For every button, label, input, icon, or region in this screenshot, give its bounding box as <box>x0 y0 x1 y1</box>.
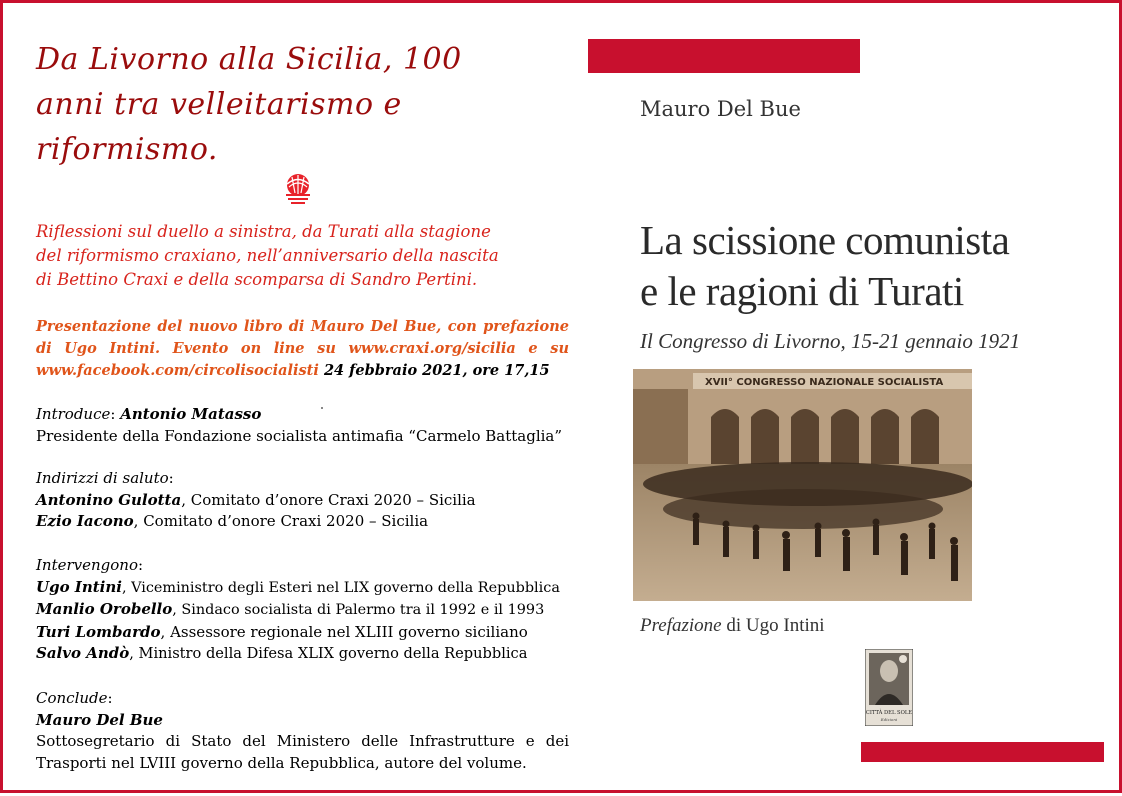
book-title-line: e le ragioni di Turati <box>640 268 964 314</box>
book-preface <box>640 615 825 637</box>
event-date: 24 febbraio 2021, ore 17,15 <box>318 362 550 379</box>
speaker <box>36 577 576 600</box>
preface-author: di Ugo Intini <box>721 615 825 636</box>
person-role: , Comitato d’onore Craxi 2020 – Sicilia <box>181 490 476 509</box>
speaker-name: Manlio Orobello <box>36 600 173 618</box>
publisher-name: CITTÀ DEL SOLE <box>865 710 913 716</box>
person-name: Ezio Iacono <box>36 512 134 530</box>
intervengono-label: Intervengono <box>36 556 138 574</box>
book-author: Mauro Del Bue <box>640 97 801 121</box>
presentation-info <box>36 316 569 382</box>
speaker <box>36 622 576 644</box>
subtitle-line: Riflessioni sul duello a sinistra, da Turati alla stagione <box>36 222 491 241</box>
conclude-section: Conclude: Mauro Del Bue Sottosegretario di Stato del Ministero delle Infrastrutture e dei Trasporti nel LVIII governo della Repubblica, autore del volume. <box>36 688 569 774</box>
introduce-section: Introduce: Antonio Matasso Presidente della Fondazione socialista antimafia “Carmelo Battaglia” <box>36 404 576 447</box>
conclude-name: Mauro Del Bue <box>36 710 163 729</box>
subtitle-line: del riformismo craxiano, nell’anniversario della nascita <box>36 246 499 265</box>
publisher-sub: Edizioni <box>880 717 898 722</box>
introduce-role: Presidente della Fondazione socialista antimafia “Carmelo Battaglia” <box>36 426 563 445</box>
book-title-line: La scissione comunista <box>640 217 1010 263</box>
publisher-logo-icon <box>865 649 913 726</box>
event-title-line: riformismo. <box>36 132 218 167</box>
speaker-role: , Assessore regionale nel XLIII governo siciliano <box>160 622 528 641</box>
saluto-person <box>36 490 576 512</box>
preface-label: Prefazione <box>640 615 722 636</box>
introduce-name: Antonio Matasso <box>120 405 262 423</box>
socialist-carnation-logo-icon <box>283 173 313 205</box>
cover-bottom-bar <box>861 742 1104 762</box>
book-title <box>640 215 1009 317</box>
presentation-line: di Ugo Intini. Evento on line su www.craxi.org/sicilia e su <box>36 340 569 357</box>
conclude-role-line: Sottosegretario di Stato del Ministero delle Infrastrutture e dei <box>36 732 569 750</box>
subtitle-line: di Bettino Craxi e della scomparsa di Sandro Pertini. <box>36 270 478 289</box>
book-subtitle: Il Congresso di Livorno, 15-21 gennaio 1921 <box>640 329 1021 353</box>
cover-top-bar <box>588 39 860 73</box>
speaker-name: Turi Lombardo <box>36 622 161 641</box>
event-title-line: Da Livorno alla Sicilia, 100 <box>36 42 462 77</box>
presentation-line-last <box>36 360 569 382</box>
conclude-label: Conclude <box>36 689 108 707</box>
saluto-person <box>36 511 576 533</box>
event-details <box>36 37 569 772</box>
facebook-link[interactable]: www.facebook.com/circolisocialisti <box>36 362 319 379</box>
speaker-name: Ugo Intini <box>36 577 122 596</box>
book-cover <box>588 3 1122 796</box>
intervengono-section: Intervengono: Ugo Intini, Viceministro degli Esteri nel LIX governo della Repubblica Manlio Orobello, Sindaco socialista di Palermo tra il 1992 e il 1993 Turi Lombardo, Assessore regionale nel XLIII governo siciliano Salvo Andò, Ministro della Difesa XLIX governo della Repubblica <box>36 555 576 665</box>
event-title-line: anni tra velleitarismo e <box>36 87 402 122</box>
presentation-line: Presentazione del nuovo libro di Mauro Del Bue, con prefazione <box>36 318 569 335</box>
photo-banner-text: XVII° CONGRESSO NAZIONALE SOCIALISTA <box>705 377 944 388</box>
person-name: Antonino Gulotta <box>36 490 182 509</box>
person-role: , Comitato d’onore Craxi 2020 – Sicilia <box>133 512 429 530</box>
saluto-label: Indirizzi di saluto <box>36 469 169 487</box>
speaker-role: , Viceministro degli Esteri nel LIX governo della Repubblica <box>121 579 560 596</box>
event-subtitle <box>36 220 569 292</box>
speaker <box>36 599 576 622</box>
conclude-role-line: Trasporti nel LVIII governo della Repubblica, autore del volume. <box>36 753 527 772</box>
speaker <box>36 643 576 665</box>
saluto-section: Indirizzi di saluto: Antonino Gulotta, Comitato d’onore Craxi 2020 – Sicilia Ezio Iacono, Comitato d’onore Craxi 2020 – Sicilia <box>36 468 576 533</box>
event-title <box>36 37 569 172</box>
introduce-label: Introduce <box>36 405 111 423</box>
speaker-name: Salvo Andò <box>36 644 130 662</box>
speaker-role: , Sindaco socialista di Palermo tra il 1992 e il 1993 <box>172 602 545 618</box>
speaker-role: , Ministro della Difesa XLIX governo della Repubblica <box>129 645 528 662</box>
stray-dot <box>321 407 323 409</box>
congress-crowd-photo <box>633 369 972 601</box>
